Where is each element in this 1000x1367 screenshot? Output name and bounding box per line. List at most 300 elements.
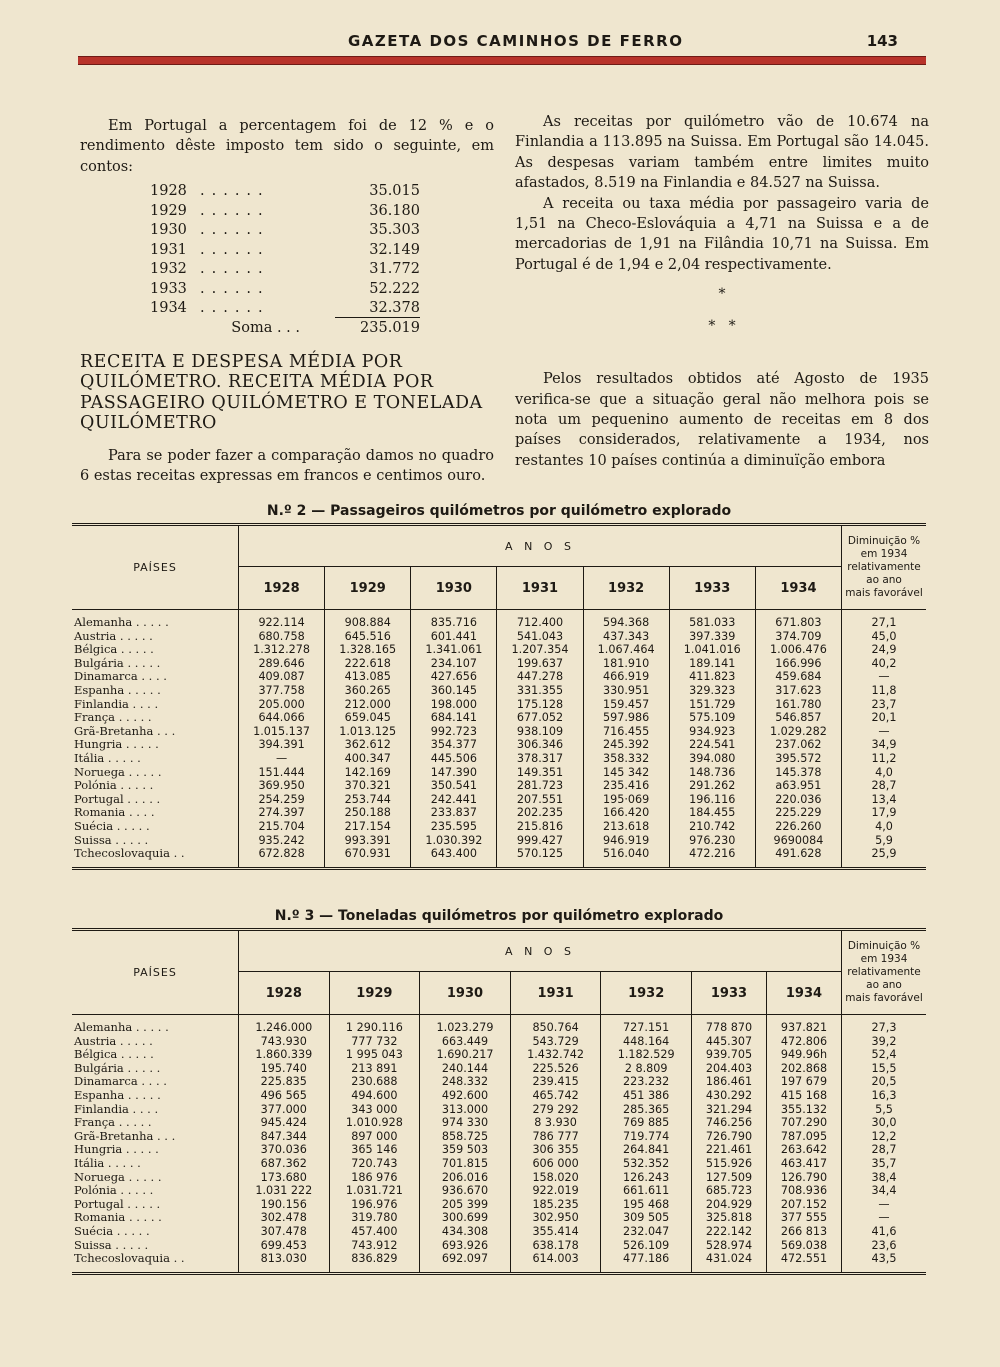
value-cell: 313.000	[420, 1103, 511, 1117]
value-cell: 712.400	[497, 610, 583, 630]
value-cell: 198.000	[411, 698, 497, 712]
decrease-cell: 12,2	[871, 1129, 897, 1143]
value-cell: 897 000	[329, 1130, 420, 1144]
revenue-value: 32.378	[335, 298, 420, 318]
value-cell: 217.154	[325, 820, 411, 834]
value-cell: 264.841	[601, 1143, 692, 1157]
value-cell: 437.343	[583, 630, 669, 644]
value-cell: 400.347	[325, 752, 411, 766]
leader-dots: ......	[200, 202, 270, 219]
value-cell: 166.996	[755, 657, 841, 671]
decrease-cell: —	[878, 724, 890, 738]
decrease-cell: 28,7	[871, 779, 897, 793]
value-cell: 235.595	[411, 820, 497, 834]
value-cell: 447.278	[497, 670, 583, 684]
value-cell: 365 146	[329, 1143, 420, 1157]
year-header: 1929	[329, 972, 420, 1015]
value-cell: 707.290	[766, 1116, 841, 1130]
country-cell: Hungria . . . . .	[72, 1143, 239, 1157]
year-header: 1928	[239, 567, 325, 610]
value-cell: 184.455	[669, 806, 755, 820]
value-cell: 491.628	[755, 847, 841, 868]
value-cell: 409.087	[239, 670, 325, 684]
value-cell: 181.910	[583, 657, 669, 671]
country-cell: Grã-Bretanha . . .	[72, 725, 239, 739]
value-cell: 126.243	[601, 1171, 692, 1185]
decrease-cell: 13,4	[871, 792, 897, 806]
value-cell: 1.006.476	[755, 643, 841, 657]
intro-paragraph: Em Portugal a percentagem foi de 12 % e o rendimento dêste imposto tem sido o seguinte, em contos:	[80, 118, 494, 175]
year-header: 1928	[239, 972, 330, 1015]
decrease-cell: —	[878, 1197, 890, 1211]
table-row	[72, 806, 926, 820]
value-cell: 242.441	[411, 793, 497, 807]
value-cell: 701.815	[420, 1157, 511, 1171]
decrease-cell: —	[878, 1211, 890, 1225]
value-cell: 472.551	[766, 1252, 841, 1273]
country-cell: Polónia . . . . .	[72, 1184, 239, 1198]
value-cell: 850.764	[510, 1015, 601, 1035]
value-cell: 680.758	[239, 630, 325, 644]
year-header: 1929	[325, 567, 411, 610]
value-cell: 377 555	[766, 1211, 841, 1225]
value-cell: 936.670	[420, 1184, 511, 1198]
value-cell: 331.355	[497, 684, 583, 698]
decrease-cell: 34,9	[871, 738, 897, 752]
value-cell: 215.816	[497, 820, 583, 834]
value-cell: 1.341.061	[411, 643, 497, 657]
value-cell: 516.040	[583, 847, 669, 868]
passengers-table-body	[72, 610, 926, 869]
leader-dots: ......	[200, 280, 270, 297]
value-cell: 377.758	[239, 684, 325, 698]
value-cell: 922.019	[510, 1184, 601, 1198]
value-cell: 935.242	[239, 834, 325, 848]
value-cell: 306 355	[510, 1143, 601, 1157]
value-cell: 263.642	[766, 1143, 841, 1157]
value-cell: 195·069	[583, 793, 669, 807]
table-row	[72, 1075, 926, 1089]
country-cell: Alemanha . . . . .	[72, 610, 239, 630]
value-cell: 937.821	[766, 1015, 841, 1035]
value-cell: 378.317	[497, 752, 583, 766]
country-cell: França . . . . .	[72, 1116, 239, 1130]
value-cell: 614.003	[510, 1252, 601, 1273]
value-cell: 300.699	[420, 1211, 511, 1225]
value-cell: 716.455	[583, 725, 669, 739]
value-cell: 434.308	[420, 1225, 511, 1239]
decrease-cell: 4,0	[875, 765, 893, 779]
decrease-cell: 39,2	[871, 1034, 897, 1048]
value-cell: 570.125	[497, 847, 583, 868]
leader-dots: ......	[200, 183, 270, 200]
revenue-year: 1928	[150, 183, 187, 200]
value-cell: 248.332	[420, 1075, 511, 1089]
value-cell: 1.690.217	[420, 1048, 511, 1062]
value-cell: 532.352	[601, 1157, 692, 1171]
value-cell: 496 565	[239, 1089, 330, 1103]
decrease-cell: 23,6	[871, 1238, 897, 1252]
value-cell: 581.033	[669, 610, 755, 630]
country-cell: Bélgica . . . . .	[72, 643, 239, 657]
value-cell: 151.444	[239, 766, 325, 780]
value-cell: 1.030.392	[411, 834, 497, 848]
year-header: 1931	[497, 567, 583, 610]
value-cell: 601.441	[411, 630, 497, 644]
table-row	[72, 779, 926, 793]
value-cell: 546.857	[755, 711, 841, 725]
value-cell: 445.506	[411, 752, 497, 766]
country-cell: Noruega . . . . .	[72, 766, 239, 780]
value-cell: 354.377	[411, 738, 497, 752]
comparison-paragraph: Para se poder fazer a comparação damos no quadro 6 estas receitas expressas em francos e centimos ouro.	[80, 447, 494, 485]
table-row	[72, 1143, 926, 1157]
value-cell: 254.259	[239, 793, 325, 807]
year-header: 1933	[691, 972, 766, 1015]
decrease-cell: 35,7	[871, 1156, 897, 1170]
year-header: 1932	[583, 567, 669, 610]
country-header: PAÍSES	[72, 930, 239, 1015]
value-cell: 9690084	[755, 834, 841, 848]
value-cell: 946.919	[583, 834, 669, 848]
revenue-row	[150, 181, 430, 201]
value-cell: 743.912	[329, 1239, 420, 1253]
value-cell: 594.368	[583, 610, 669, 630]
tonnage-table-title: N.º 3 — Toneladas quilómetros por quilómetro explorado	[274, 908, 724, 924]
value-cell: 185.235	[510, 1198, 601, 1212]
table-row	[72, 1157, 926, 1171]
value-cell: 330.951	[583, 684, 669, 698]
value-cell: 836.829	[329, 1252, 420, 1273]
country-cell: Finlandia . . . .	[72, 698, 239, 712]
section-divider	[515, 285, 929, 335]
revenue-sum-row	[150, 318, 494, 338]
value-cell: 207.551	[497, 793, 583, 807]
value-cell: 445.307	[691, 1035, 766, 1049]
country-cell: Suécia . . . . .	[72, 1225, 239, 1239]
revenue-year: 1933	[150, 280, 187, 297]
country-cell: Austria . . . . .	[72, 630, 239, 644]
value-cell: 541.043	[497, 630, 583, 644]
year-header: 1933	[669, 567, 755, 610]
value-cell: 325.818	[691, 1211, 766, 1225]
value-cell: 687.362	[239, 1157, 330, 1171]
value-cell: 1.067.464	[583, 643, 669, 657]
passengers-table	[72, 523, 926, 870]
value-cell: 726.790	[691, 1130, 766, 1144]
decrease-cell: 20,5	[871, 1075, 897, 1089]
value-cell: 934.923	[669, 725, 755, 739]
value-cell: 786 777	[510, 1130, 601, 1144]
value-cell: 190.156	[239, 1198, 330, 1212]
country-cell: Alemanha . . . . .	[72, 1015, 239, 1035]
value-cell: 213 891	[329, 1062, 420, 1076]
value-cell: —	[239, 752, 325, 766]
year-header: 1931	[510, 972, 601, 1015]
value-cell: 281.723	[497, 779, 583, 793]
table-row	[72, 820, 926, 834]
value-cell: 1.312.278	[239, 643, 325, 657]
value-cell: 212.000	[325, 698, 411, 712]
value-cell: 240.144	[420, 1062, 511, 1076]
country-cell: Romania . . . .	[72, 806, 239, 820]
value-cell: 302.478	[239, 1211, 330, 1225]
value-cell: 245.392	[583, 738, 669, 752]
value-cell: 685.723	[691, 1184, 766, 1198]
decrease-cell: 15,5	[871, 1061, 897, 1075]
value-cell: 397.339	[669, 630, 755, 644]
value-cell: 250.188	[325, 806, 411, 820]
page-header	[78, 30, 926, 64]
value-cell: 606 000	[510, 1157, 601, 1171]
revenue-row	[150, 259, 430, 279]
country-cell: Tchecoslovaquia . .	[72, 847, 239, 868]
country-cell: Bulgária . . . . .	[72, 1062, 239, 1076]
value-cell: 427.656	[411, 670, 497, 684]
value-cell: 207.152	[766, 1198, 841, 1212]
value-cell: 202.868	[766, 1062, 841, 1076]
value-cell: 1.015.137	[239, 725, 325, 739]
table-row	[72, 766, 926, 780]
value-cell: 645.516	[325, 630, 411, 644]
value-cell: 204.403	[691, 1062, 766, 1076]
decrease-cell: 38,4	[871, 1170, 897, 1184]
value-cell: 1 995 043	[329, 1048, 420, 1062]
table-row	[72, 1116, 926, 1130]
value-cell: 377.000	[239, 1103, 330, 1117]
value-cell: 362.612	[325, 738, 411, 752]
decrease-cell: 27,1	[871, 616, 897, 629]
value-cell: 355.414	[510, 1225, 601, 1239]
tonnage-table	[72, 928, 926, 1275]
decrease-cell: 5,9	[875, 833, 893, 847]
decrease-cell: 28,7	[871, 1143, 897, 1157]
value-cell: 945.424	[239, 1116, 330, 1130]
table-row	[72, 1130, 926, 1144]
decrease-cell: 16,3	[871, 1088, 897, 1102]
value-cell: 158.020	[510, 1171, 601, 1185]
value-cell: 515.926	[691, 1157, 766, 1171]
sum-value: 235.019	[360, 319, 420, 336]
value-cell: 199.637	[497, 657, 583, 671]
country-cell: Hungria . . . . .	[72, 738, 239, 752]
value-cell: 166.420	[583, 806, 669, 820]
value-cell: 235.416	[583, 779, 669, 793]
table-row	[72, 1211, 926, 1225]
table-row	[72, 670, 926, 684]
revenue-year: 1929	[150, 202, 187, 219]
value-cell: 992.723	[411, 725, 497, 739]
decrease-cell: 45,0	[871, 629, 897, 643]
value-cell: 492.600	[420, 1089, 511, 1103]
country-cell: Noruega . . . . .	[72, 1171, 239, 1185]
country-cell: Suissa . . . . .	[72, 834, 239, 848]
year-header: 1934	[755, 567, 841, 610]
table-row	[72, 1171, 926, 1185]
value-cell: 145.378	[755, 766, 841, 780]
value-cell: 225.229	[755, 806, 841, 820]
value-cell: 232.047	[601, 1225, 692, 1239]
value-cell: 692.097	[420, 1252, 511, 1273]
value-cell: 127.509	[691, 1171, 766, 1185]
value-cell: 215.704	[239, 820, 325, 834]
table-row	[72, 711, 926, 725]
value-cell: 939.705	[691, 1048, 766, 1062]
table-row	[72, 630, 926, 644]
value-cell: 1.013.125	[325, 725, 411, 739]
table-row	[72, 1062, 926, 1076]
value-cell: 413.085	[325, 670, 411, 684]
table-row	[72, 684, 926, 698]
value-cell: 569.038	[766, 1239, 841, 1253]
value-cell: 457.400	[329, 1225, 420, 1239]
year-header: 1934	[766, 972, 841, 1015]
value-cell: 813.030	[239, 1252, 330, 1273]
country-cell: Espanha . . . . .	[72, 684, 239, 698]
value-cell: 210.742	[669, 820, 755, 834]
value-cell: 661.611	[601, 1184, 692, 1198]
value-cell: 279 292	[510, 1103, 601, 1117]
value-cell: 411.823	[669, 670, 755, 684]
value-cell: 494.600	[329, 1089, 420, 1103]
value-cell: 1.182.529	[601, 1048, 692, 1062]
country-cell: Tchecoslovaquia . .	[72, 1252, 239, 1273]
value-cell: 999.427	[497, 834, 583, 848]
value-cell: 370.036	[239, 1143, 330, 1157]
revenue-row	[150, 279, 430, 299]
year-header: 1930	[420, 972, 511, 1015]
value-cell: 1 290.116	[329, 1015, 420, 1035]
header-rule	[78, 56, 926, 65]
value-cell: 205.000	[239, 698, 325, 712]
revenue-value: 36.180	[369, 202, 420, 219]
table-row	[72, 847, 926, 868]
value-cell: 126.790	[766, 1171, 841, 1185]
value-cell: 463.417	[766, 1157, 841, 1171]
value-cell: 307.478	[239, 1225, 330, 1239]
value-cell: 644.066	[239, 711, 325, 725]
value-cell: 239.415	[510, 1075, 601, 1089]
table-row	[72, 1198, 926, 1212]
value-cell: 189.141	[669, 657, 755, 671]
value-cell: 858.725	[420, 1130, 511, 1144]
value-cell: 8 3.930	[510, 1116, 601, 1130]
value-cell: 1.432.742	[510, 1048, 601, 1062]
country-cell: França . . . . .	[72, 711, 239, 725]
value-cell: 477.186	[601, 1252, 692, 1273]
value-cell: 908.884	[325, 610, 411, 630]
value-cell: 204.929	[691, 1198, 766, 1212]
value-cell: a63.951	[755, 779, 841, 793]
country-cell: Itália . . . . .	[72, 752, 239, 766]
value-cell: 575.109	[669, 711, 755, 725]
decrease-cell: 24,9	[871, 643, 897, 657]
value-cell: 1.207.354	[497, 643, 583, 657]
decrease-cell: 4,0	[875, 819, 893, 833]
value-cell: 528.974	[691, 1239, 766, 1253]
country-cell: Bulgária . . . . .	[72, 657, 239, 671]
country-cell: Dinamarca . . . .	[72, 670, 239, 684]
value-cell: 526.109	[601, 1239, 692, 1253]
year-header: 1932	[601, 972, 692, 1015]
value-cell: 659.045	[325, 711, 411, 725]
value-cell: 922.114	[239, 610, 325, 630]
value-cell: 847.344	[239, 1130, 330, 1144]
decrease-cell: 43,5	[871, 1252, 897, 1266]
decrease-cell: 5,5	[875, 1102, 893, 1116]
value-cell: 196.116	[669, 793, 755, 807]
value-cell: 699.453	[239, 1239, 330, 1253]
value-cell: 206.016	[420, 1171, 511, 1185]
value-cell: 769 885	[601, 1116, 692, 1130]
value-cell: 684.141	[411, 711, 497, 725]
table-row	[72, 643, 926, 657]
value-cell: 222.618	[325, 657, 411, 671]
value-cell: 213.618	[583, 820, 669, 834]
decrease-cell: 30,0	[871, 1116, 897, 1130]
value-cell: 161.780	[755, 698, 841, 712]
revenue-value: 35.015	[369, 183, 420, 200]
value-cell: 1.860.339	[239, 1048, 330, 1062]
table-row	[72, 698, 926, 712]
value-cell: 360.265	[325, 684, 411, 698]
value-cell: 466.919	[583, 670, 669, 684]
value-cell: 186.461	[691, 1075, 766, 1089]
table-row	[72, 1089, 926, 1103]
value-cell: 369.950	[239, 779, 325, 793]
value-cell: 358.332	[583, 752, 669, 766]
value-cell: 743.930	[239, 1035, 330, 1049]
value-cell: 395.572	[755, 752, 841, 766]
years-header: A N O S	[239, 930, 842, 972]
table-row	[72, 1225, 926, 1239]
value-cell: 693.926	[420, 1239, 511, 1253]
country-cell: Itália . . . . .	[72, 1157, 239, 1171]
value-cell: 671.803	[755, 610, 841, 630]
value-cell: 938.109	[497, 725, 583, 739]
value-cell: 472.806	[766, 1035, 841, 1049]
section-heading: RECEITA E DESPESA MÉDIA POR QUILÓMETRO. RECEITA MÉDIA POR PASSAGEIRO QUILÓMETRO E TONELADA QUILÓMETRO	[80, 351, 483, 434]
value-cell: 374.709	[755, 630, 841, 644]
table-row	[72, 1035, 926, 1049]
value-cell: 343 000	[329, 1103, 420, 1117]
journal-title: GAZETA DOS CAMINHOS DE FERRO	[348, 32, 684, 50]
country-cell: Austria . . . . .	[72, 1035, 239, 1049]
value-cell: 321.294	[691, 1103, 766, 1117]
value-cell: 223.232	[601, 1075, 692, 1089]
revenue-value: 52.222	[369, 280, 420, 297]
value-cell: 1.328.165	[325, 643, 411, 657]
value-cell: 431.024	[691, 1252, 766, 1273]
country-cell: Finlandia . . . .	[72, 1103, 239, 1117]
value-cell: 370.321	[325, 779, 411, 793]
passengers-table-title: N.º 2 — Passageiros quilómetros por quilómetro explorado	[266, 503, 732, 519]
value-cell: 465.742	[510, 1089, 601, 1103]
years-header: A N O S	[239, 525, 842, 567]
right-column	[515, 112, 929, 471]
table-row	[72, 752, 926, 766]
value-cell: 459.684	[755, 670, 841, 684]
left-column	[80, 116, 494, 487]
value-cell: 394.080	[669, 752, 755, 766]
table-row	[72, 1239, 926, 1253]
value-cell: 151.729	[669, 698, 755, 712]
decrease-cell: 52,4	[871, 1048, 897, 1062]
passengers-table-section	[72, 503, 926, 870]
value-cell: 306.346	[497, 738, 583, 752]
table-row	[72, 725, 926, 739]
revenue-value: 31.772	[369, 261, 420, 278]
